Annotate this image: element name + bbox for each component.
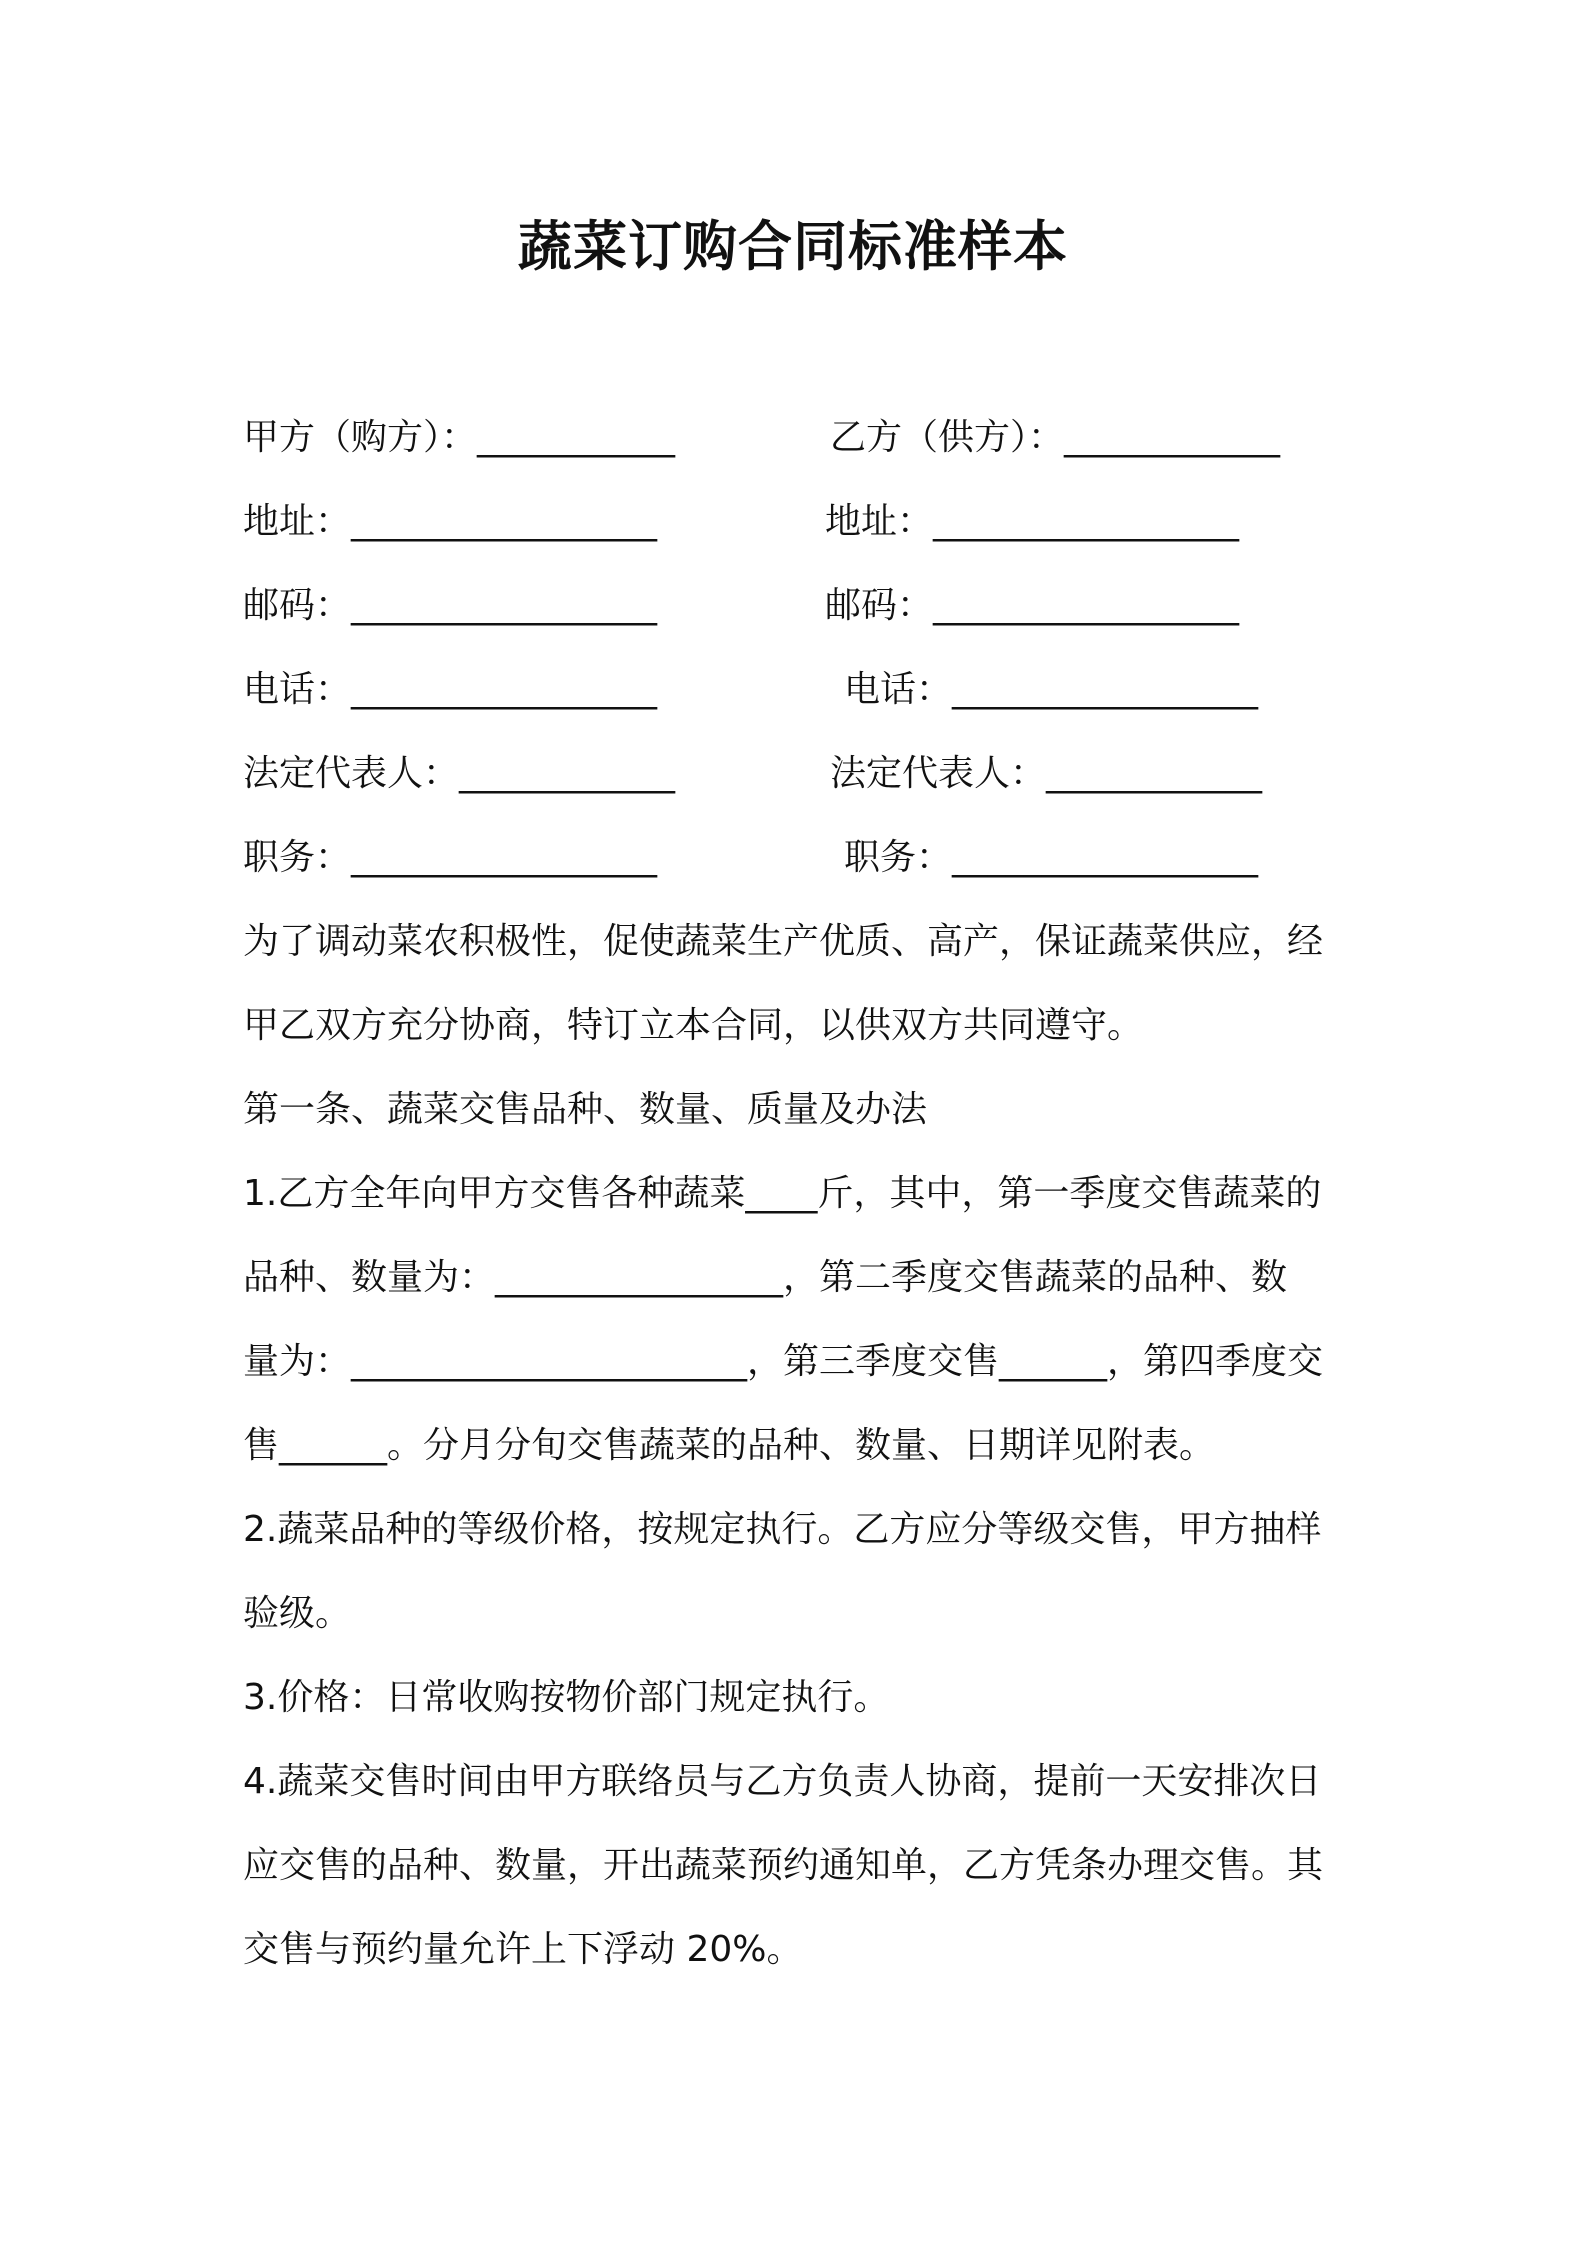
- clause-1-line-3: 量为：______________________，第三季度交售______，第四季度交: [243, 1341, 1324, 1382]
- clause-2-line-2: 验级。: [243, 1593, 352, 1634]
- preamble-line-2: 甲乙双方充分协商，特订立本合同，以供双方共同遵守。: [243, 1005, 1144, 1046]
- clause-4-line-3: 交售与预约量允许上下浮动 20%。: [243, 1929, 803, 1970]
- clause-2-line-1: 2.蔬菜品种的等级价格，按规定执行。乙方应分等级交售，甲方抽样: [243, 1509, 1322, 1550]
- party-b-address-field: 地址：_________________: [825, 501, 1240, 542]
- party-b-name-field: 乙方（供方）：____________: [830, 417, 1281, 458]
- party-a-phone-field: 电话：_________________: [243, 669, 658, 710]
- legal-rep-row: [0, 744, 1586, 804]
- clause-3-line-1: 3.价格：日常收购按物价部门规定执行。: [243, 1677, 890, 1718]
- clause-4-line-2: 应交售的品种、数量，开出蔬菜预约通知单，乙方凭条办理交售。其: [243, 1845, 1324, 1886]
- clause-1-line-2: 品种、数量为：________________，第二季度交售蔬菜的品种、数: [243, 1257, 1288, 1298]
- party-b-legal-rep-field: 法定代表人：____________: [830, 753, 1263, 794]
- party-a-legal-rep-field: 法定代表人：____________: [243, 753, 676, 794]
- party-a-position-field: 职务：_________________: [243, 837, 658, 878]
- postcode-row: [0, 576, 1586, 636]
- party-b-postcode-field: 邮码：_________________: [825, 585, 1240, 626]
- clause-4-line-1: 4.蔬菜交售时间由甲方联络员与乙方负责人协商，提前一天安排次日: [243, 1761, 1322, 1802]
- clause-1-line-1: 1.乙方全年向甲方交售各种蔬菜____斤，其中，第一季度交售蔬菜的: [243, 1173, 1322, 1214]
- party-a-name-field: 甲方（购方）：___________: [243, 417, 676, 458]
- address-row: [0, 492, 1586, 552]
- preamble-line-1: 为了调动菜农积极性，促使蔬菜生产优质、高产，保证蔬菜供应，经: [243, 921, 1324, 962]
- article-1-heading: 第一条、蔬菜交售品种、数量、质量及办法: [243, 1089, 928, 1130]
- party-b-position-field: 职务：_________________: [844, 837, 1259, 878]
- phone-row: [0, 660, 1586, 720]
- party-a-postcode-field: 邮码：_________________: [243, 585, 658, 626]
- document-title: 蔬菜订购合同标准样本: [518, 215, 1068, 278]
- clause-1-line-4: 售______。分月分旬交售蔬菜的品种、数量、日期详见附表。: [243, 1425, 1216, 1466]
- party-b-phone-field: 电话：_________________: [844, 669, 1259, 710]
- party-name-row: [0, 408, 1586, 468]
- party-a-address-field: 地址：_________________: [243, 501, 658, 542]
- position-row: [0, 828, 1586, 888]
